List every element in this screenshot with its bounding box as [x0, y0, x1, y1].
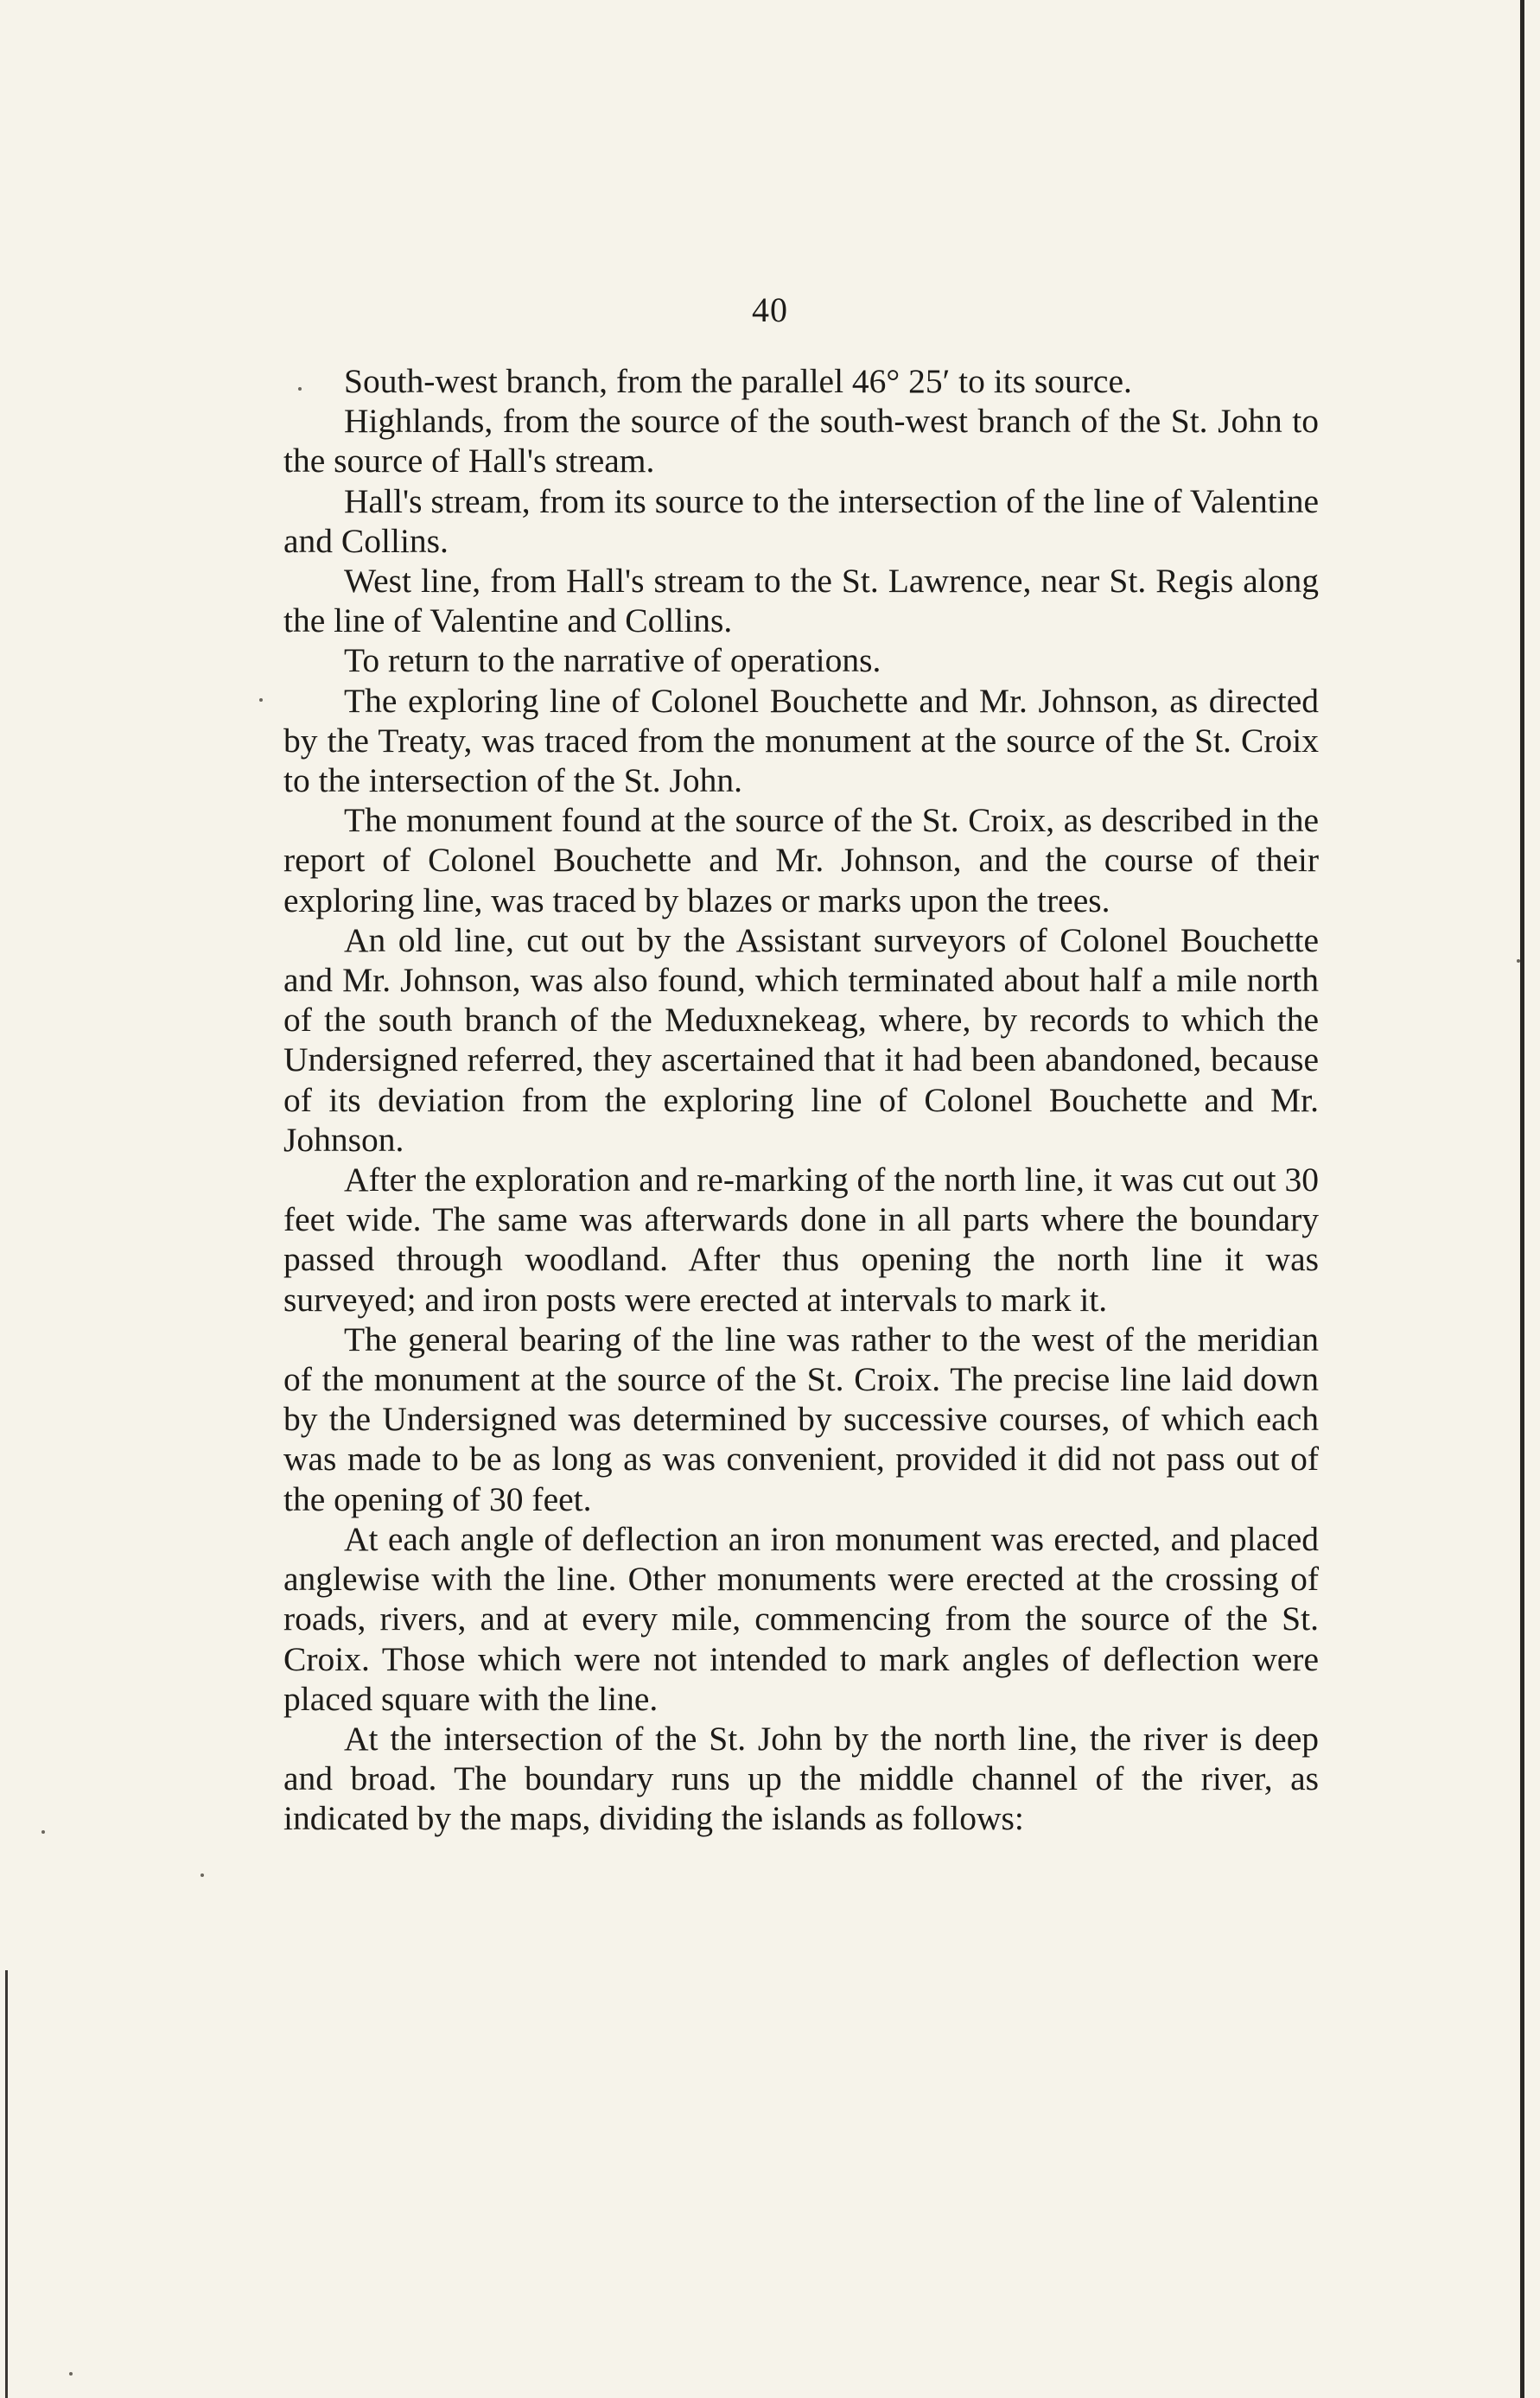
body-text [283, 361, 1319, 1839]
paragraph: To return to the narrative of operations. [344, 641, 881, 680]
paragraph: Hall's stream, from its source to the intersection of the line of Valentine and Collins. [283, 481, 1319, 560]
paragraph: The general bearing of the line was rather to the west of the meridian of the monument at the source of the St. Croix. The precise line laid down by the Undersigned was determined by successive courses, of which each was made to be as long as was convenient, provided it did not pass out of the opening of 30 feet. [283, 1320, 1319, 1518]
paragraph: South-west branch, from the parallel 46° 25′ to its source. [344, 362, 1132, 400]
paragraph: West line, from Hall's stream to the St. Lawrence, near St. Regis along the line of Valentine and Collins. [283, 562, 1319, 640]
ink-speck [200, 1873, 204, 1877]
paragraph: The monument found at the source of the St. Croix, as described in the report of Colonel Bouchette and Mr. Johnson, and the course of their exploring line, was traced by blazes or marks upon the trees. [283, 801, 1319, 919]
paragraph: After the exploration and re-marking of the north line, it was cut out 30 feet wide. The same was afterwards done in all parts where the boundary passed through woodland. After thus opening the north line it was surveyed; and iron posts were erected at intervals to mark it. [283, 1161, 1319, 1319]
ink-speck [41, 1830, 45, 1834]
paragraph: An old line, cut out by the Assistant surveyors of Colonel Bouchette and Mr. Johnson, was also found, which terminated about half a mile north of the south branch of the Meduxnekeag, where, by records to which the Undersigned referred, they ascertained that it had been abandoned, because of its deviation from the exploring line of Colonel Bouchette and Mr. Johnson. [283, 920, 1319, 1159]
paragraph: At each angle of deflection an iron monument was erected, and placed anglewise with the line. Other monuments were erected at the crossing of roads, rivers, and at every mile, commencing from the source of the St. Croix. Those which were not intended to mark angles of deflection were placed square with the line. [283, 1519, 1319, 1718]
page-edge-right [1520, 0, 1524, 2398]
ink-speck [1517, 959, 1520, 963]
page-number: 40 [752, 290, 788, 329]
paragraph: Highlands, from the source of the south-west branch of the St. John to the source of Hall's stream. [283, 402, 1319, 480]
ink-speck [259, 698, 263, 702]
paragraph: The exploring line of Colonel Bouchette and Mr. Johnson, as directed by the Treaty, was traced from the monument at the source of the St. Croix to the intersection of the St. John. [283, 681, 1319, 800]
paragraph: At the intersection of the St. John by the north line, the river is deep and broad. The boundary runs up the middle channel of the river, as indicated by the maps, dividing the islands as follows: [283, 1719, 1319, 1838]
page-edge-left [5, 1970, 8, 2398]
ink-speck [69, 2372, 73, 2376]
